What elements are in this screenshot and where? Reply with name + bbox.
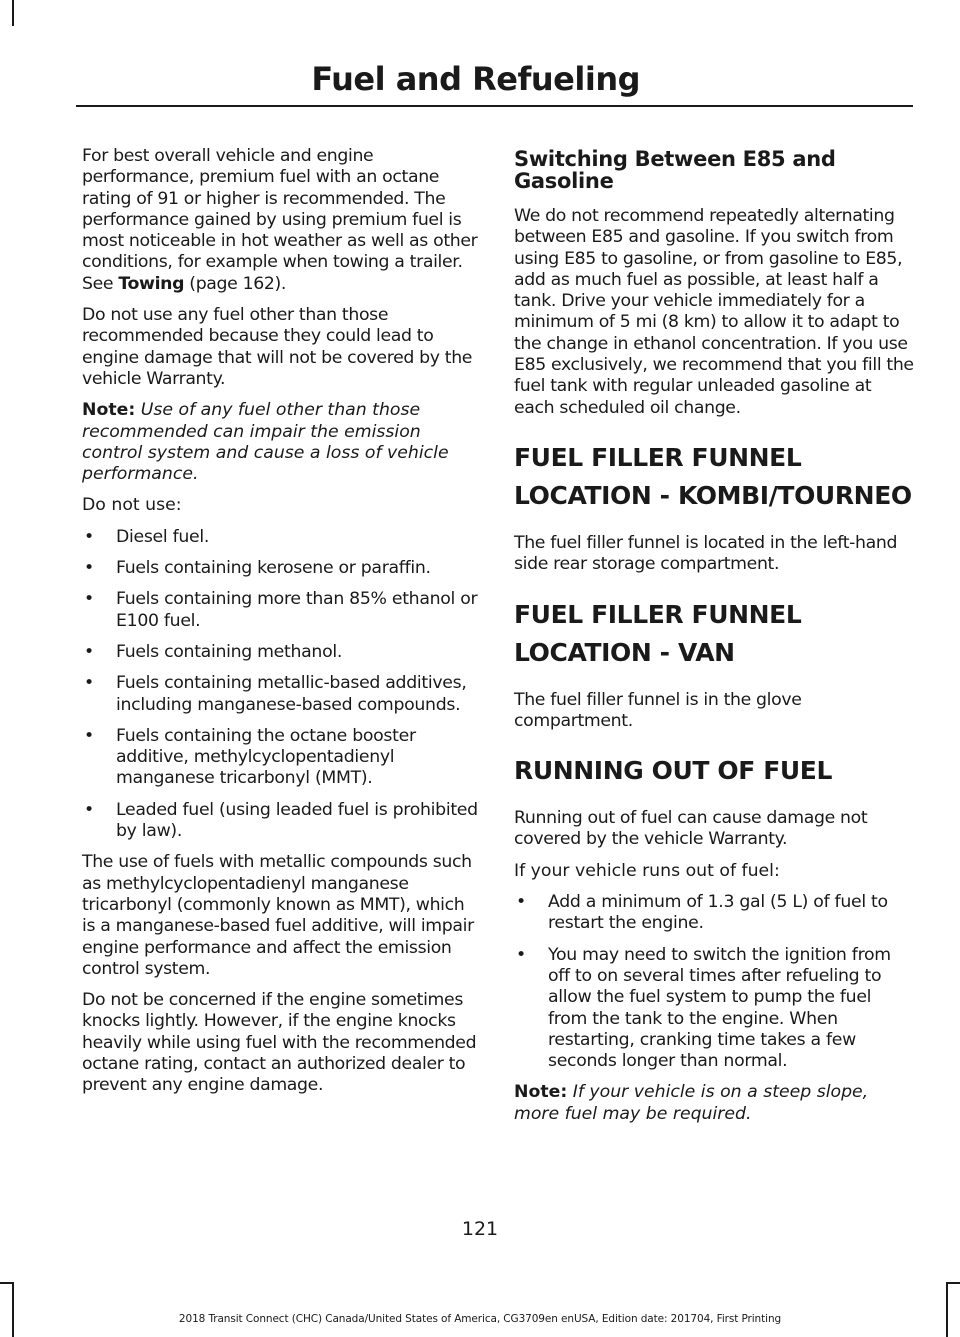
kombi-paragraph: The fuel filler funnel is located in the left-hand side rear storage compartment. bbox=[514, 532, 898, 575]
list-item: • Add a minimum of 1.3 gal (5 L) of fuel to restart the engine. bbox=[514, 892, 914, 935]
van-heading bbox=[514, 600, 914, 668]
crop-mark-bottom-left-h bbox=[0, 1282, 12, 1284]
list-item: • Diesel fuel. bbox=[82, 527, 482, 548]
footer-edition-info: 2018 Transit Connect (CHC) Canada/United States of America, CG3709en enUSA, Edition date: 201704, First Printing bbox=[178, 1313, 782, 1325]
towing-page-ref: (page 162). bbox=[184, 273, 287, 294]
kombi-heading bbox=[514, 443, 914, 511]
crop-mark-bottom-left bbox=[12, 1282, 14, 1337]
crop-mark-top-left bbox=[12, 0, 14, 26]
list-item: • Fuels containing more than 85% ethanol or E100 fuel. bbox=[82, 589, 482, 632]
kombi-heading-line-1: FUEL FILLER FUNNEL bbox=[514, 442, 802, 472]
switching-heading: Switching Between E85 and Gasoline bbox=[514, 147, 836, 193]
van-paragraph: The fuel filler funnel is in the glove compartment. bbox=[514, 689, 802, 731]
running-out-paragraph: Running out of fuel can cause damage not covered by the vehicle Warranty. bbox=[514, 808, 868, 850]
van-heading-line-1: FUEL FILLER FUNNEL bbox=[514, 599, 802, 629]
page-number: 121 bbox=[461, 1218, 499, 1240]
if-runs-out-label: If your vehicle runs out of fuel: bbox=[514, 860, 780, 881]
crop-mark-bottom-right bbox=[946, 1282, 948, 1337]
crop-mark-bottom-right-h bbox=[948, 1282, 960, 1284]
list-item: • Fuels containing methanol. bbox=[82, 642, 482, 663]
list-item: • Fuels containing kerosene or paraffin. bbox=[82, 558, 482, 579]
right-column bbox=[514, 146, 914, 1135]
note-text-right: If your vehicle is on a steep slope, more fuel may be required. bbox=[514, 1082, 869, 1124]
list-item: • Leaded fuel (using leaded fuel is prohibited by law). bbox=[82, 800, 482, 843]
metallic-compounds-paragraph: The use of fuels with metallic compounds such as methylcyclopentadienyl manganese tricarbonyl (commonly known as MMT), which is a manganese-based fuel additive, will impair engine performance and affect the emission control system. bbox=[82, 852, 474, 979]
note-paragraph bbox=[82, 400, 482, 485]
kombi-heading-line-2: LOCATION - KOMBI/TOURNEO bbox=[514, 480, 912, 510]
page-title: Fuel and Refueling bbox=[311, 60, 640, 98]
towing-link[interactable]: Towing bbox=[118, 273, 185, 294]
header-divider bbox=[76, 105, 913, 107]
running-out-heading: RUNNING OUT OF FUEL bbox=[514, 756, 832, 786]
van-heading-line-2: LOCATION - VAN bbox=[514, 637, 735, 667]
list-item: • Fuels containing metallic-based additives, including manganese-based compounds. bbox=[82, 673, 482, 716]
note-label-right: Note: bbox=[514, 1082, 568, 1103]
do-not-use-label: Do not use: bbox=[82, 495, 182, 516]
do-not-use-list bbox=[82, 527, 482, 843]
fuel-warning-paragraph: Do not use any fuel other than those recommended because they could lead to engine damage that will not be covered by the vehicle Warranty. bbox=[82, 305, 473, 389]
premium-fuel-paragraph bbox=[82, 146, 482, 295]
note-text: Use of any fuel other than those recommended can impair the emission control system and cause a loss of vehicle performance. bbox=[82, 400, 449, 485]
runs-out-list bbox=[514, 892, 914, 1072]
left-column bbox=[82, 146, 482, 1107]
note-label: Note: bbox=[82, 400, 136, 421]
premium-fuel-text: For best overall vehicle and engine performance, premium fuel with an octane rating of 91 or higher is recommended. The performance gained by using premium fuel is most noticeable in hot weather as well as other conditions, for example when towing a trailer. See bbox=[82, 146, 478, 294]
list-item: • Fuels containing the octane booster additive, methylcyclopentadienyl manganese tricarbonyl (MMT). bbox=[82, 726, 482, 790]
engine-knock-paragraph: Do not be concerned if the engine sometimes knocks lightly. However, if the engine knocks heavily while using fuel with the recommended octane rating, contact an authorized dealer to prevent any engine damage. bbox=[82, 990, 477, 1096]
switching-paragraph: We do not recommend repeatedly alternating between E85 and gasoline. If you switch from using E85 to gasoline, or from gasoline to E85, add as much fuel as possible, at least half a tank. Drive your vehicle immediately for a minimum of 5 mi (8 km) to allow it to adapt to the change in ethanol concentration. If you use E85 exclusively, we recommend that you fill the fuel tank with regular unleaded gasoline at each scheduled oil change. bbox=[514, 206, 914, 418]
list-item: • You may need to switch the ignition from off to on several times after refueling to allow the fuel system to pump the fuel from the tank to the engine. When restarting, cranking time takes a few seconds longer than normal. bbox=[514, 945, 914, 1073]
note-paragraph-right bbox=[514, 1082, 914, 1125]
